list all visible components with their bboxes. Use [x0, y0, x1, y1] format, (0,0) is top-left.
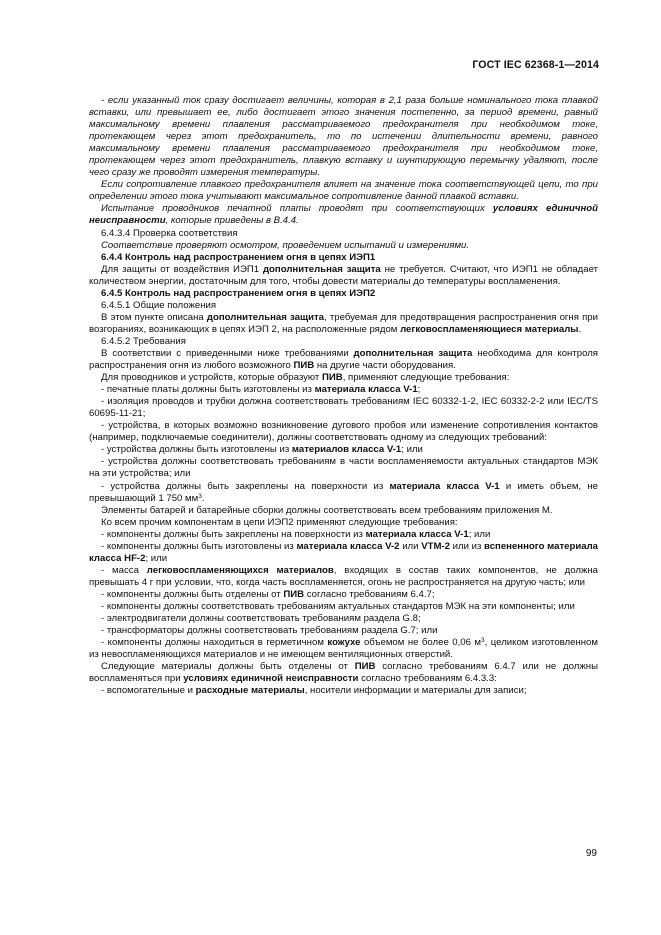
paragraph: 6.4.5.2 Требования: [101, 335, 186, 347]
page-number: 99: [585, 848, 597, 859]
paragraph: Если сопротивление плавкого предохранителя влияет на значение тока соответствующей цепи, то при определении этого тока учитывают максимальное сопротивление данной плавкой вставки.: [89, 179, 598, 203]
section-heading: 6.4.4 Контроль над распространением огня в цепях ИЭП1: [101, 251, 376, 263]
paragraph: - устройства должны быть закреплены на поверхности из материала класса V-1 и иметь объем, не превышающий 1 750 $мм^3$.: [89, 480, 598, 504]
paragraph: - если указанный ток сразу достигает величины, которая в 2,1 раза больше номинального тока плавкой вставки, или превышает ее, либо достигает этого значения постепенно, за период времени, равный максимальному времени плавления рассматриваемого предохранителя при необходимом токе, протекающем через этот предохранитель, то по истечении длительности времени, равного максимальному времени плавления рассматриваемого предохранителя при необходимом токе, протекающем через этот предохранитель, плавкую вставку и шунтирующую перемычку удаляют, после чего сразу же проводят измерения температуры.: [89, 95, 598, 179]
paragraph: - компоненты должны быть закреплены на поверхности из материала класса V-1; или: [101, 528, 491, 540]
paragraph: Соответствие проверяют осмотром, проведением испытаний и измерениями.: [101, 239, 470, 251]
paragraph: Для защиты от воздействия ИЭП1 дополнительная защита не требуется. Считают, что ИЭП1 не обладает количеством энергии, достаточным для того, чтобы довести материалы до температуры воспламенения.: [89, 263, 599, 287]
paragraph: - электродвигатели должны соответствовать требованиям раздела G.8;: [101, 613, 421, 625]
paragraph: 6.4.5.1 Общие положения: [101, 299, 217, 311]
paragraph: В этом пункте описана дополнительная защита, требуемая для предотвращения распространения огня при возгораниях, возникающих в цепях ИЭП 2, на расположенные рядом легковоспламеняющиеся материалы.: [89, 311, 599, 335]
paragraph: Испытание проводников печатной платы проводят при соответствующих условиях единичной неисправности, которые приведены в В.4.4.: [89, 203, 599, 227]
paragraph: Ко всем прочим компонентам в цепи ИЭП2 применяют следующие требования:: [101, 516, 458, 528]
paragraph: - печатные платы должны быть изготовлены из материала класса V-1;: [101, 384, 421, 396]
document-body: [89, 95, 598, 697]
paragraph: Следующие материалы должны быть отделены от ПИВ согласно требованиям 6.4.7 или не должны воспламеняться при условиях единичной неисправности согласно требованиям 6.4.3.3:: [89, 661, 598, 685]
paragraph: 6.4.3.4 Проверка соответствия: [101, 227, 238, 239]
paragraph: - устройства должны соответствовать требованиям в части воспламеняемости актуальных стандартов МЭК на эти устройства; или: [89, 456, 598, 480]
paragraph: Для проводников и устройств, которые образуют ПИВ, применяют следующие требования:: [101, 372, 510, 384]
page-header: ГОСТ IEC 62368-1—2014: [472, 59, 599, 71]
section-heading: 6.4.5 Контроль над распространением огня в цепях ИЭП2: [101, 287, 376, 299]
paragraph: - трансформаторы должны соответствовать требованиям раздела G.7; или: [101, 625, 438, 637]
paragraph: - изоляция проводов и трубки должна соответствовать требованиям IEC 60332-1-2, IEC 60332-2-2 или IEC/TS 60695-11-21;: [89, 396, 598, 420]
paragraph: - компоненты должны быть изготовлены из материала класса V-2 или VTM-2 или из вспененного материала класса HF-2; или: [89, 540, 599, 564]
paragraph: Элементы батарей и батарейные сборки должны соответствовать всем требованиям приложения М.: [101, 504, 553, 516]
paragraph: - устройства, в которых возможно возникновение дугового пробоя или изменение сопротивления контактов (например, подключаемые соединители), должны соответствовать одному из следующих требований:: [89, 420, 598, 444]
paragraph: - компоненты должны находиться в герметичном кожухе объемом не более 0,06 $м^3$, целиком изготовленном из невоспламеняющихся материалов и не имеющем вентиляционных отверстий.: [89, 637, 598, 661]
paragraph: В соответствии с приведенными ниже требованиями дополнительная защита необходима для контроля распространения огня из любого возможного ПИВ на другие части оборудования.: [89, 347, 598, 372]
paragraph: - компоненты должны быть отделены от ПИВ согласно требованиям 6.4.7;: [101, 588, 435, 600]
paragraph: - компоненты должны соответствовать требованиям актуальных стандартов МЭК на эти компоненты; или: [101, 600, 575, 612]
paragraph: - устройства должны быть изготовлены из материалов класса V-1; или: [101, 444, 423, 456]
paragraph: - масса легковоспламеняющихся материалов, входящих в состав таких компонентов, не должна превышать 4 г при условии, что, когда часть воспламеняется, огонь не распространяется на другую часть; или: [89, 564, 599, 588]
paragraph: - вспомогательные и расходные материалы, носители информации и материалы для записи;: [101, 685, 527, 697]
